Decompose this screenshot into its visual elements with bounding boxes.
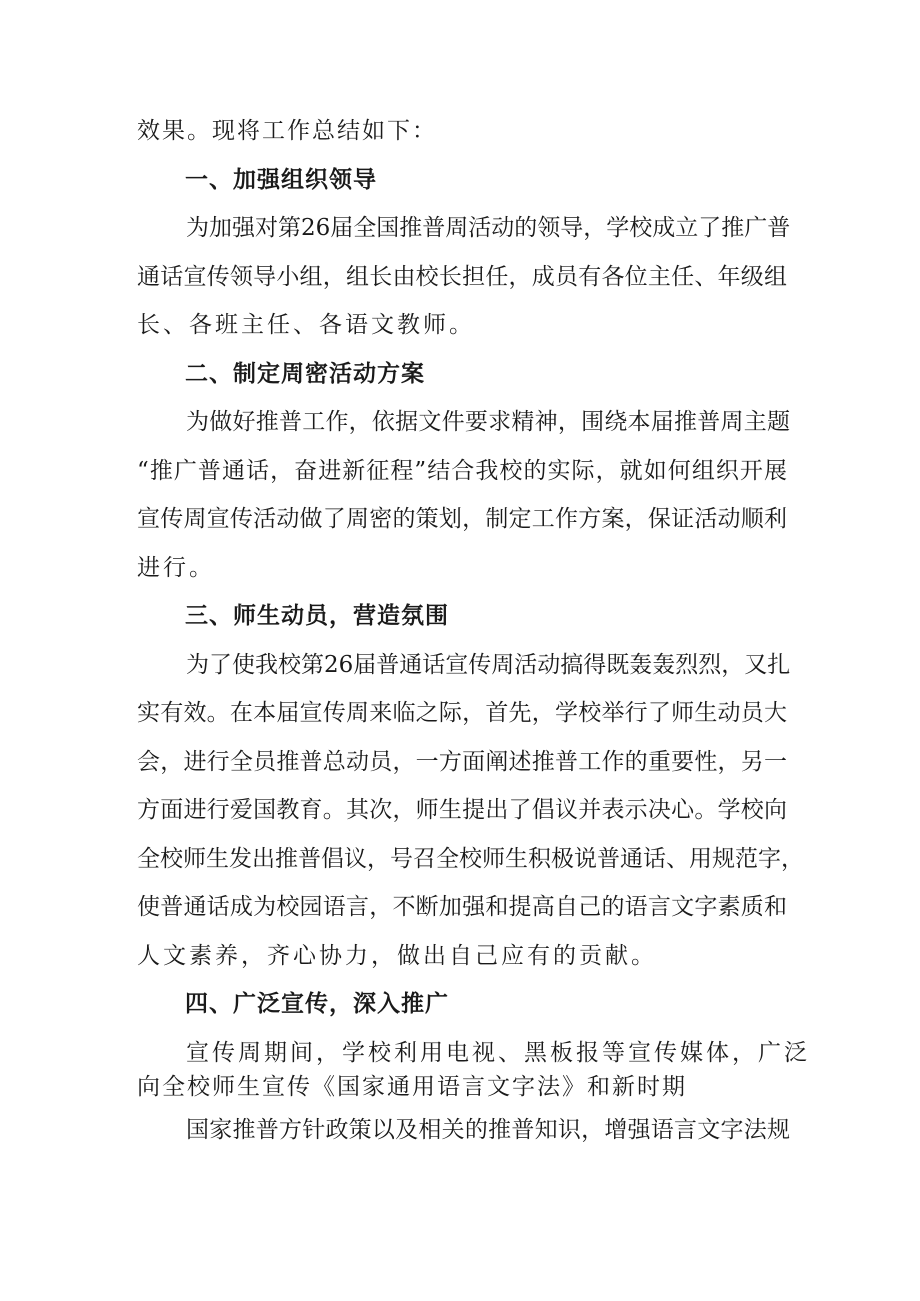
section3-line-6: 使普通话成为校园语言，不断加强和提高自己的语言文字素质和 [137,894,787,920]
section3-line-3: 会，进行全员推普总动员，一方面阐述推普工作的重要性，另一 [137,749,787,775]
section3-heading: 三、师生动员，营造氛围 [185,603,449,629]
section3-line-5: 全校师生发出推普倡议，号召全校师生积极说普通话、用规范字， [137,846,804,872]
section2-line-3: 宣传周宣传活动做了周密的策划，制定工作方案，保证活动顺利 [137,506,787,532]
section1-heading: 一、加强组织领导 [185,167,377,193]
section4-heading: 四、广泛宣传，深入推广 [185,991,449,1017]
section4-line-3: 国家推普方针政策以及相关的推普知识，增强语言文字法规 [186,1117,790,1143]
section4-line-1: 宣传周期间，学校利用电视、黑板报等宣传媒体，广泛 [186,1040,810,1066]
section1-line-3: 长、各班主任、各语文教师。 [137,312,475,338]
section2-line-1: 为做好推普工作，依据文件要求精神，围绕本届推普周主题 [186,409,790,435]
section3-line-4: 方面进行爱国教育。其次，师生提出了倡议并表示决心。学校向 [137,797,787,823]
section3-line-7: 人文素养，齐心协力，做出自己应有的贡献。 [137,943,657,969]
section2-heading: 二、制定周密活动方案 [185,361,425,387]
section1-line-1: 为加强对第26届全国推普周活动的领导，学校成立了推广普 [186,215,791,241]
section2-line-4: 进行。 [137,555,215,581]
section4-line-2: 向全校师生宣传《国家通用语言文字法》和新时期 [137,1074,687,1100]
section1-line-2: 通话宣传领导小组，组长由校长担任，成员有各位主任、年级组 [137,264,787,290]
section3-line-2: 实有效。在本届宣传周来临之际，首先，学校举行了师生动员大 [137,700,787,726]
intro-tail-text: 效果。现将工作总结如下： [137,118,437,144]
section2-line-2: “推广普通话，奋进新征程”结合我校的实际，就如何组织开展 [137,458,787,484]
section3-line-1: 为了使我校第26届普通话宣传周活动搞得既轰轰烈烈，又扎 [186,652,791,678]
